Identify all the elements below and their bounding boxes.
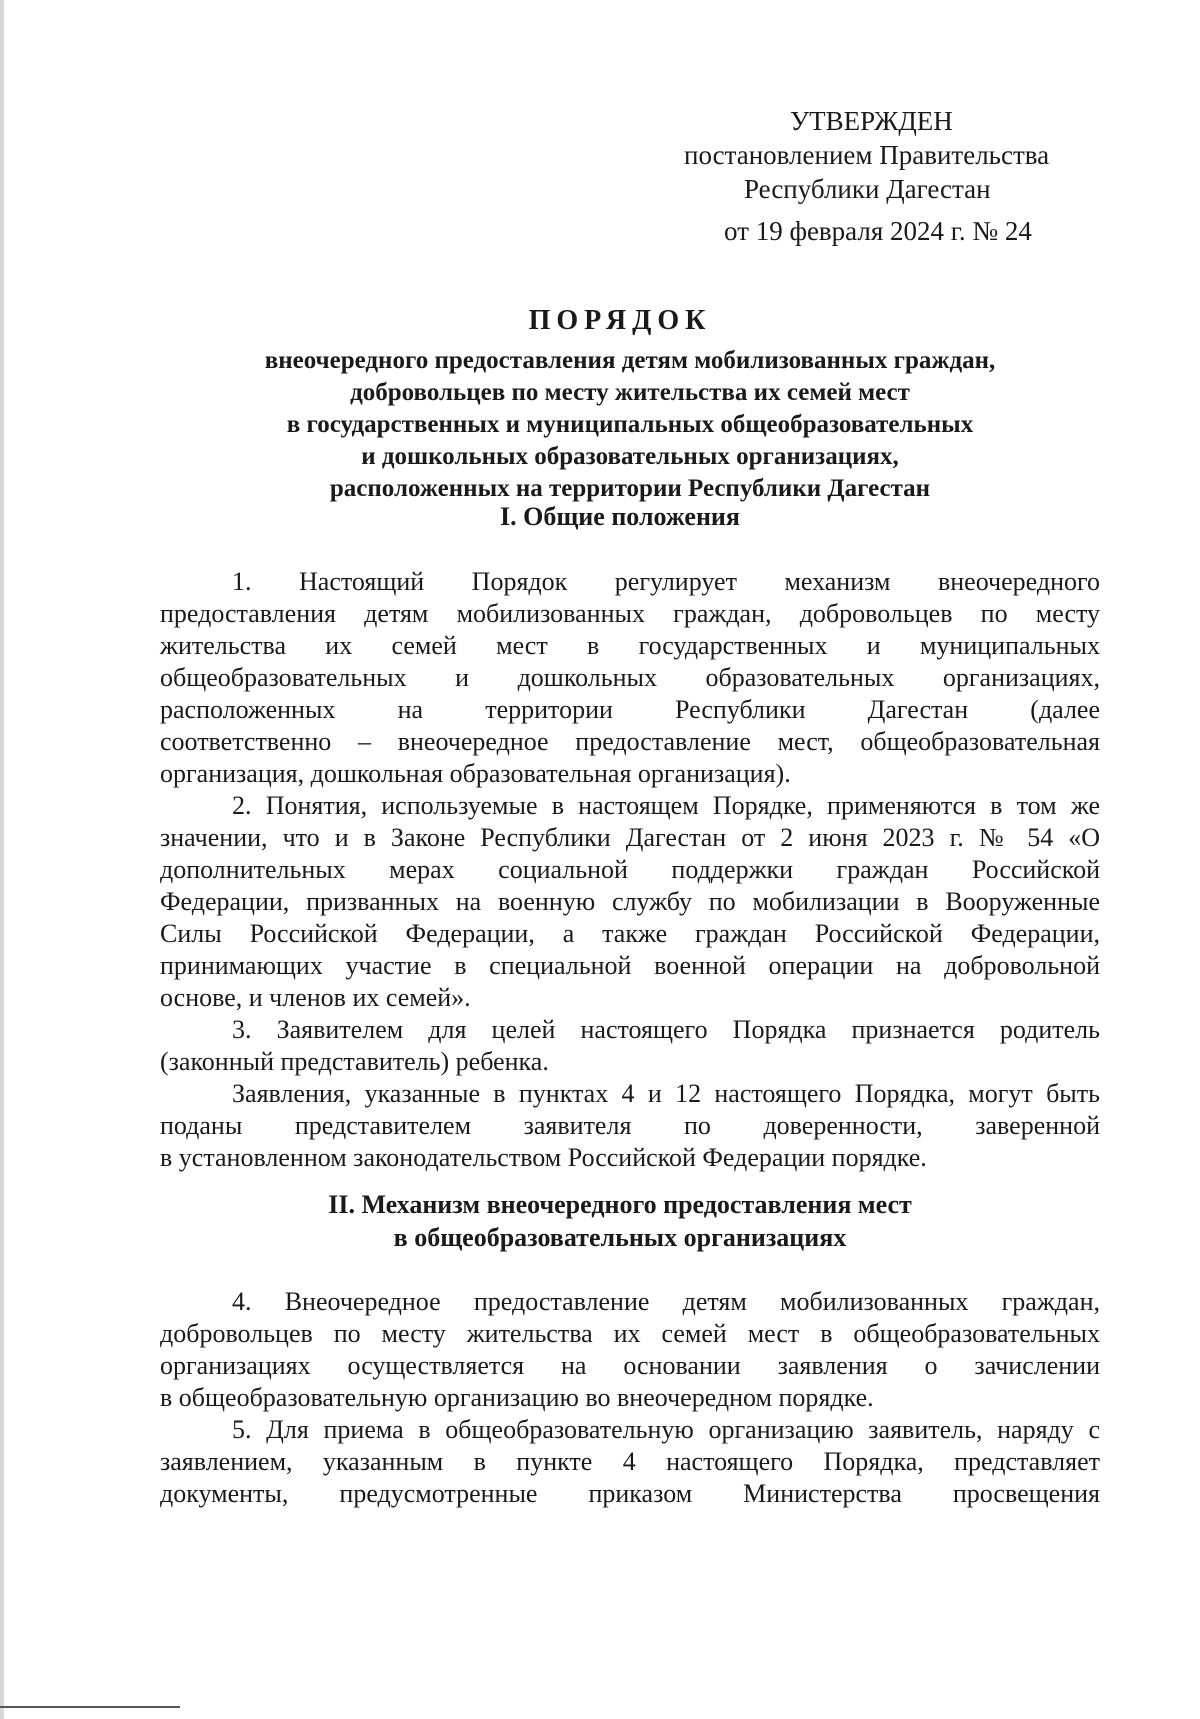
paragraph-line: в установленном законодательством Российской Федерации порядке. xyxy=(160,1143,927,1172)
paragraph-line: расположенных на территории Республики Дагестан (далее xyxy=(160,695,1100,724)
paragraph-line: соответственно – внеочередное предоставление мест, общеобразовательная xyxy=(160,727,1100,756)
paragraph-line: 3. Заявителем для целей настоящего Порядка признается родитель xyxy=(232,1015,1100,1044)
section-heading-line: в общеобразовательных организациях xyxy=(393,1223,847,1252)
subtitle-line: внеочередного предоставления детям мобилизованных граждан, xyxy=(264,347,996,374)
paragraph-line: значении, что и в Законе Республики Дагестан от 2 июня 2023 г. № 54 «О xyxy=(160,823,1100,852)
section-2-paragraph-2 xyxy=(160,1414,1100,1510)
approval-line-1: УТВЕРЖДЕН xyxy=(790,106,953,136)
paragraph-line: предоставления детям мобилизованных граждан, добровольцев по месту xyxy=(160,599,1100,628)
paragraph-line: поданы представителем заявителя по доверенности, заверенной xyxy=(160,1111,1100,1140)
paragraph-line: организация, дошкольная образовательная организация). xyxy=(160,759,791,788)
approval-line-2: постановлением Правительства xyxy=(684,140,1050,170)
paragraph-line: организациях осуществляется на основании заявления о зачислении xyxy=(160,1351,1100,1380)
paragraph-line: в общеобразовательную организацию во внеочередном порядке. xyxy=(160,1383,874,1412)
section-heading-line: I. Общие положения xyxy=(500,502,740,531)
approval-line-4: от 19 февраля 2024 г. № 24 xyxy=(724,216,1032,246)
subtitle-line: и дошкольных образовательных организациях, xyxy=(361,443,899,470)
paragraph-line: Силы Российской Федерации, а также граждан Российской Федерации, xyxy=(160,919,1100,948)
section-1-paragraph-2 xyxy=(160,790,1100,1014)
section-1-paragraph-3 xyxy=(160,1014,1100,1078)
document-title: ПОРЯДОК xyxy=(528,305,712,336)
subtitle-line: расположенных на территории Республики Дагестан xyxy=(329,475,931,502)
paragraph-line: (законный представитель) ребенка. xyxy=(160,1047,549,1076)
paragraph-line: добровольцев по месту жительства их семей мест в общеобразовательных xyxy=(160,1319,1100,1348)
paragraph-line: Заявления, указанные в пунктах 4 и 12 настоящего Порядка, могут быть xyxy=(232,1079,1100,1108)
scan-artifact-line xyxy=(0,1706,180,1708)
section-2-heading xyxy=(160,1188,1080,1254)
document-subtitle xyxy=(160,345,1100,505)
paragraph-line: заявлением, указанным в пункте 4 настоящего Порядка, представляет xyxy=(160,1447,1100,1476)
subtitle-line: в государственных и муниципальных общеобразовательных xyxy=(286,411,974,438)
scan-edge xyxy=(0,0,4,1719)
paragraph-line: жительства их семей мест в государственных и муниципальных xyxy=(160,631,1100,660)
section-1-paragraph-1 xyxy=(160,566,1100,790)
paragraph-line: основе, и членов их семей». xyxy=(160,983,471,1012)
paragraph-line: общеобразовательных и дошкольных образовательных организациях, xyxy=(160,663,1100,692)
subtitle-line: добровольцев по месту жительства их семей мест xyxy=(350,379,910,406)
paragraph-line: 5. Для приема в общеобразовательную организацию заявитель, наряду с xyxy=(232,1415,1100,1444)
section-1-paragraph-4 xyxy=(160,1078,1100,1174)
paragraph-line: дополнительных мерах социальной поддержки граждан Российской xyxy=(160,855,1100,884)
paragraph-line: 1. Настоящий Порядок регулирует механизм внеочередного xyxy=(232,567,1100,596)
paragraph-line: 2. Понятия, используемые в настоящем Порядке, применяются в том же xyxy=(232,791,1100,820)
paragraph-line: Федерации, призванных на военную службу по мобилизации в Вооруженные xyxy=(160,887,1100,916)
approval-line-3: Республики Дагестан xyxy=(744,174,991,204)
section-heading-line: II. Механизм внеочередного предоставления мест xyxy=(328,1190,912,1219)
section-1-heading xyxy=(160,500,1080,533)
approval-stamp-block xyxy=(660,104,1080,248)
paragraph-line: 4. Внеочередное предоставление детям мобилизованных граждан, xyxy=(232,1287,1100,1316)
paragraph-line: принимающих участие в специальной военной операции на добровольной xyxy=(160,951,1100,980)
section-2-paragraph-1 xyxy=(160,1286,1100,1414)
paragraph-line: документы, предусмотренные приказом Министерства просвещения xyxy=(160,1479,1100,1508)
